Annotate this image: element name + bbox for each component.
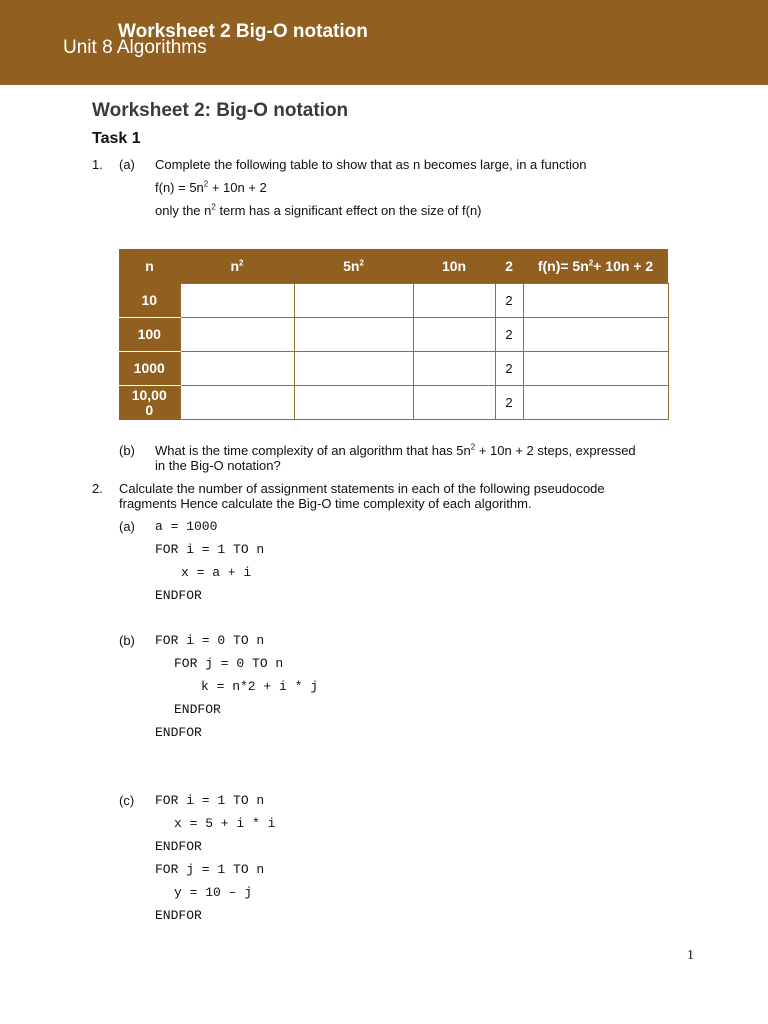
answer-cell[interactable] xyxy=(413,284,495,318)
answer-cell[interactable] xyxy=(523,352,668,386)
answer-cell[interactable] xyxy=(294,386,413,420)
answer-cell[interactable] xyxy=(413,318,495,352)
code-line: k = n*2 + i * j xyxy=(201,679,319,694)
q2c-label: (c) xyxy=(119,793,135,808)
q1b-label: (b) xyxy=(119,443,135,458)
header-banner xyxy=(0,0,768,85)
constant-cell: 2 xyxy=(495,386,523,420)
col-header-fn: $f(n)= 5n^2+ 10n + 2$ xyxy=(523,249,668,284)
answer-cell[interactable] xyxy=(294,284,413,318)
q2-number: 2. xyxy=(92,481,103,496)
values-table xyxy=(119,249,669,420)
table-row xyxy=(119,352,668,386)
code-line: FOR i = 0 TO n xyxy=(155,633,265,648)
q2-line2: fragments Hence calculate the Big-O time complexity of each algorithm. xyxy=(119,496,532,511)
code-line: x = 5 + i * i xyxy=(174,816,276,831)
page-number: 1 xyxy=(687,948,694,963)
row-n-value: 100 xyxy=(119,318,180,352)
code-line: FOR i = 1 TO n xyxy=(155,793,265,808)
col-header-n-squared: $n^2$ xyxy=(180,249,294,284)
q2-line1: Calculate the number of assignment statements in each of the following pseudocode xyxy=(119,481,605,496)
answer-cell[interactable] xyxy=(294,352,413,386)
answer-cell[interactable] xyxy=(523,318,668,352)
code-line: ENDFOR xyxy=(174,702,221,717)
answer-cell[interactable] xyxy=(413,386,495,420)
code-line: ENDFOR xyxy=(155,588,202,603)
col-header-2: 2 xyxy=(495,249,523,284)
q1a-line1: Complete the following table to show that as n becomes large, in a function xyxy=(155,157,587,172)
code-line: FOR j = 0 TO n xyxy=(174,656,284,671)
q2b-label: (b) xyxy=(119,633,135,648)
task-heading: Task 1 xyxy=(92,130,141,147)
answer-cell[interactable] xyxy=(180,284,294,318)
q1b-line2: in the Big-O notation? xyxy=(155,458,281,473)
code-line: ENDFOR xyxy=(155,839,202,854)
answer-cell[interactable] xyxy=(523,284,668,318)
header-unit: Unit 8 Algorithms xyxy=(63,37,207,58)
page-title: Worksheet 2: Big-O notation xyxy=(92,100,349,121)
table-row xyxy=(119,284,668,318)
col-header-10n: 10n xyxy=(413,249,495,284)
q1a-label: (a) xyxy=(119,157,135,172)
answer-cell[interactable] xyxy=(180,386,294,420)
q1b-line1: What is the time complexity of an algorithm that has $5n^2 + 10n + 2$ steps, expressed xyxy=(155,442,636,458)
answer-cell[interactable] xyxy=(523,386,668,420)
code-line: x = a + i xyxy=(181,565,252,580)
code-line: FOR i = 1 TO n xyxy=(155,542,265,557)
constant-cell: 2 xyxy=(495,284,523,318)
q2a-label: (a) xyxy=(119,519,135,534)
constant-cell: 2 xyxy=(495,318,523,352)
answer-cell[interactable] xyxy=(294,318,413,352)
col-header-n: n xyxy=(119,249,180,284)
answer-cell[interactable] xyxy=(413,352,495,386)
header-title: Worksheet 2 Big-O notation xyxy=(118,21,368,42)
row-n-value: 1000 xyxy=(119,352,180,386)
code-line: ENDFOR xyxy=(155,908,202,923)
row-n-value: 10,00 0 xyxy=(119,386,180,420)
constant-cell: 2 xyxy=(495,352,523,386)
table-row xyxy=(119,386,668,420)
table-row xyxy=(119,318,668,352)
q1a-line3: only the $n^2$ term has a significant effect on the size of f(n) xyxy=(155,202,482,218)
row-n-value: 10 xyxy=(119,284,180,318)
col-header-5n-squared: $5n^2$ xyxy=(294,249,413,284)
code-line: FOR j = 1 TO n xyxy=(155,862,265,877)
code-line: y = 10 – j xyxy=(174,885,253,900)
q1a-line2: $f(n) = 5n^2 + 10n + 2$ xyxy=(155,179,267,195)
code-line: ENDFOR xyxy=(155,725,202,740)
answer-cell[interactable] xyxy=(180,318,294,352)
answer-cell[interactable] xyxy=(180,352,294,386)
code-line: a = 1000 xyxy=(155,519,218,534)
q1-number: 1. xyxy=(92,157,103,172)
